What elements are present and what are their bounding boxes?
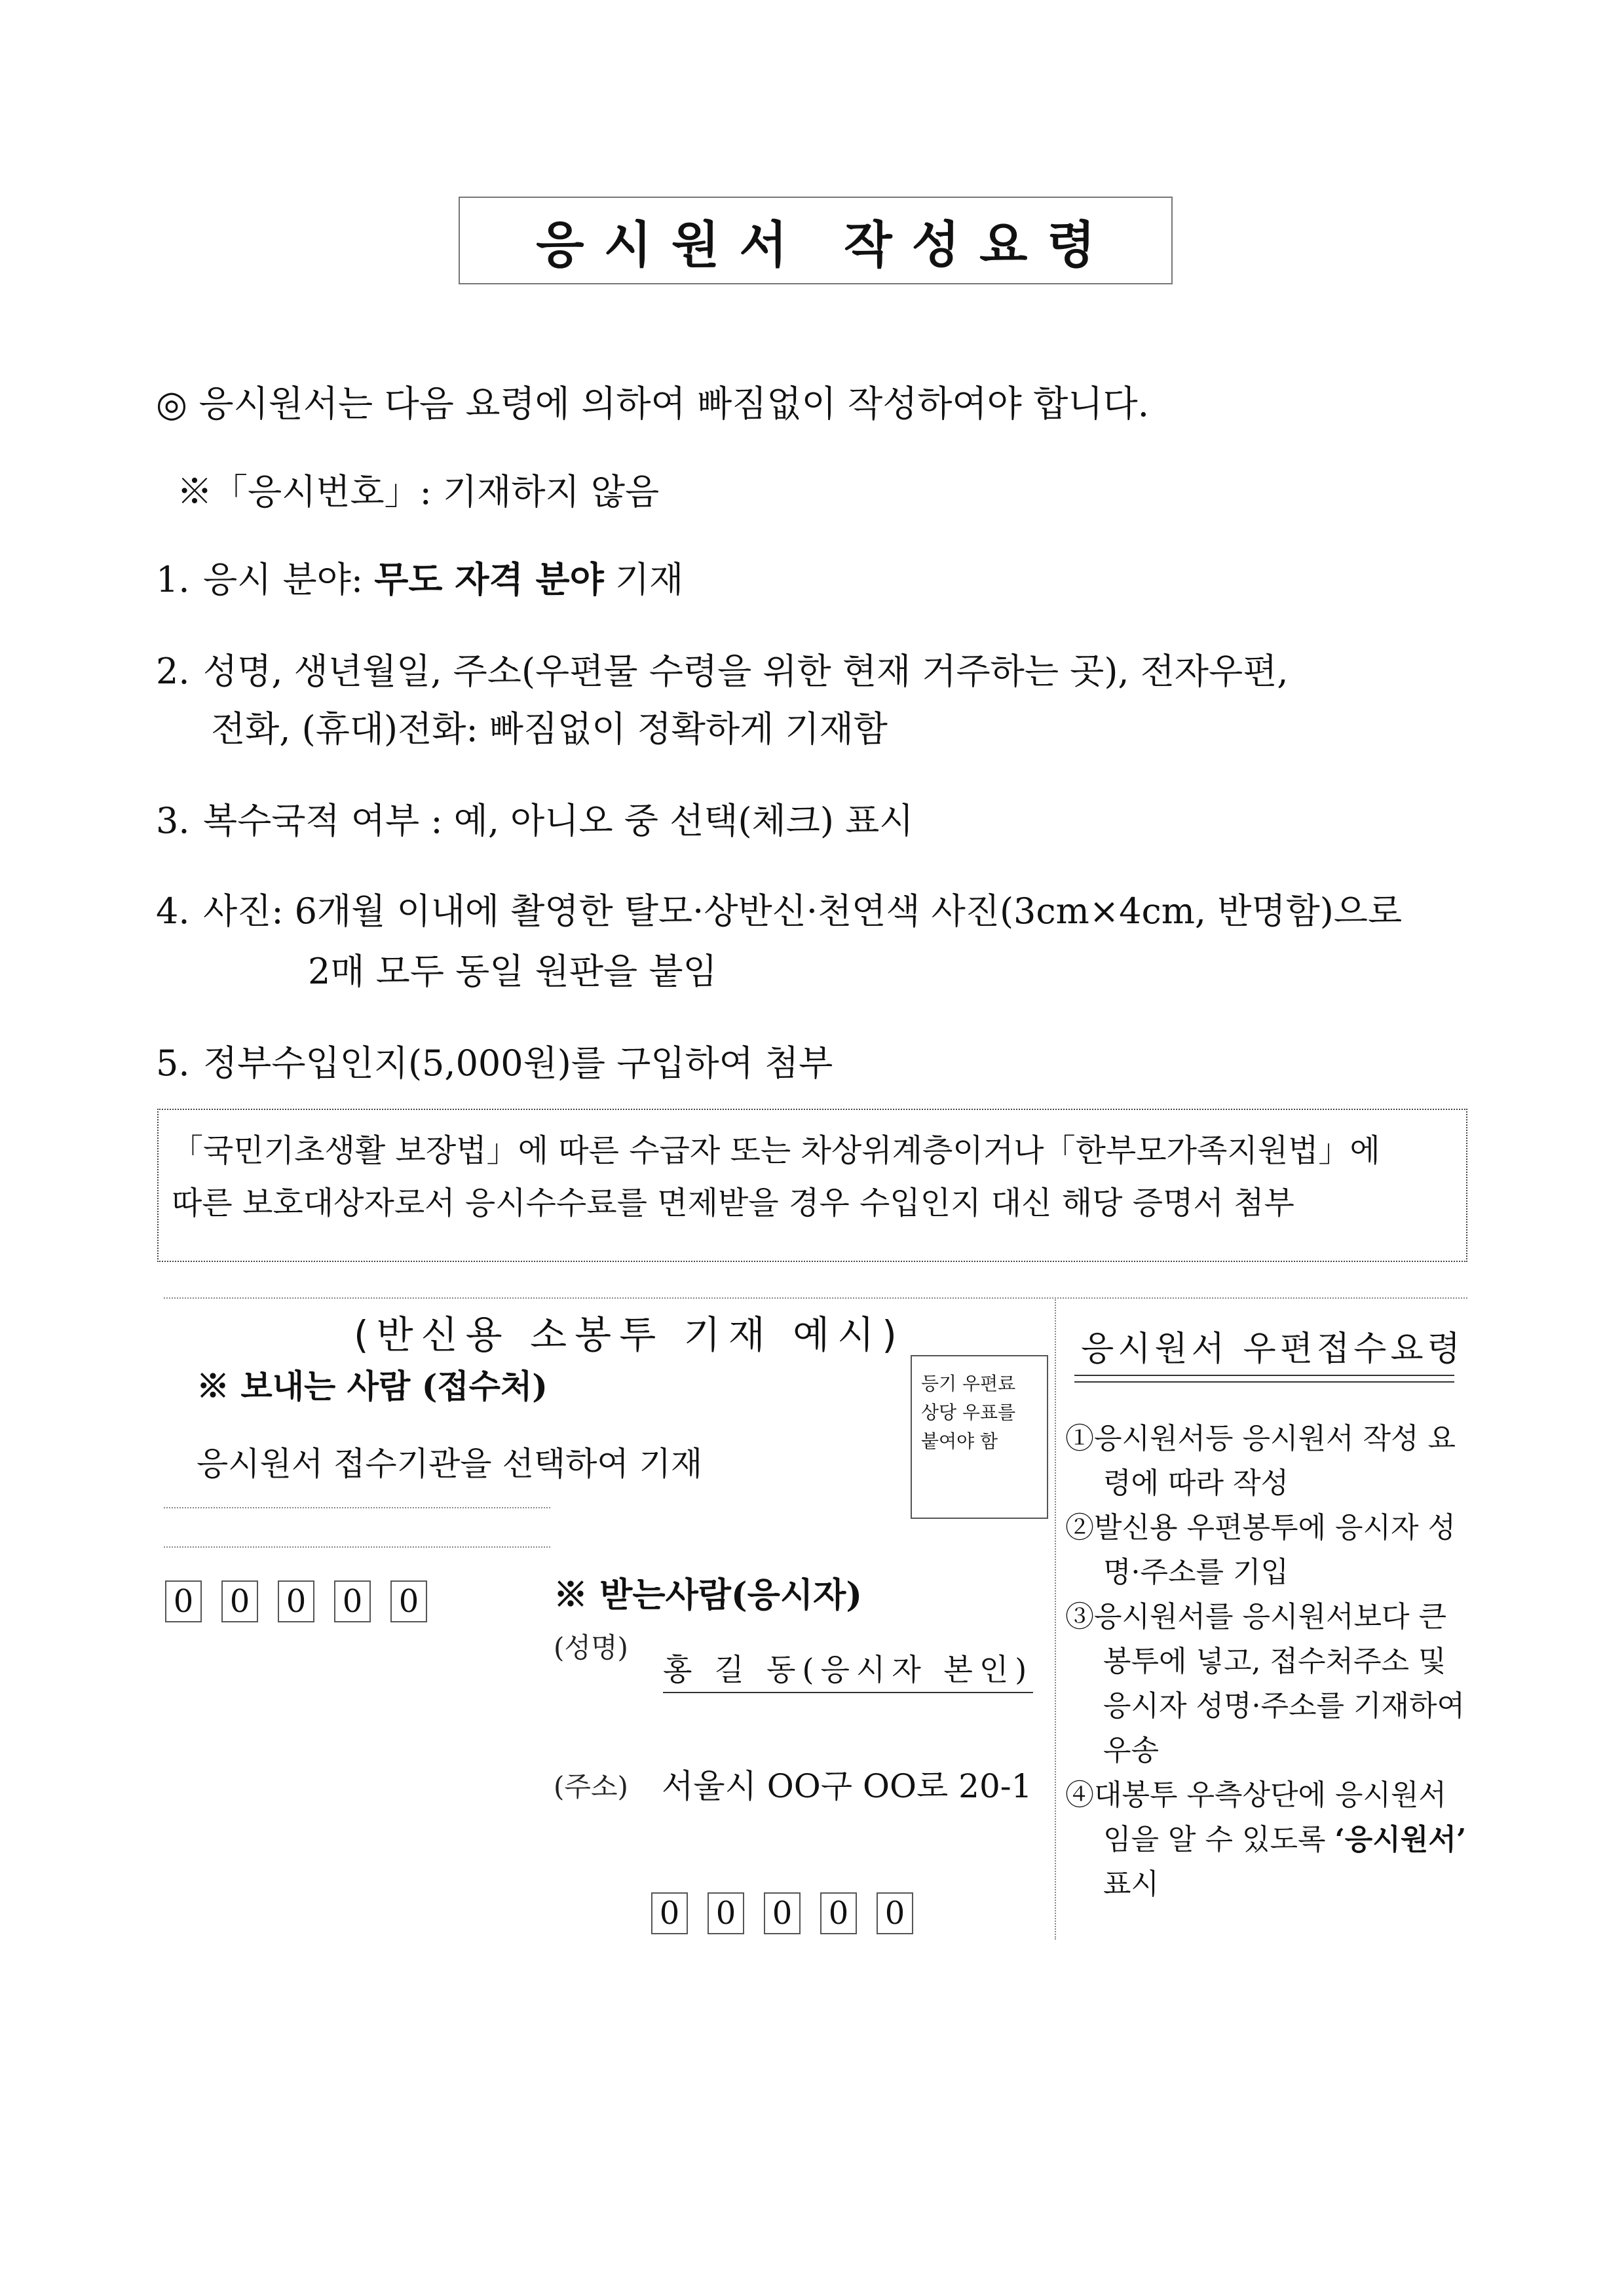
envelope-side-divider bbox=[1055, 1297, 1056, 1940]
postal-digit: 0 bbox=[165, 1580, 202, 1622]
postal-digit: 0 bbox=[764, 1892, 801, 1934]
envelope-top-divider bbox=[164, 1297, 1467, 1299]
postal-digit: 0 bbox=[877, 1892, 913, 1934]
sender-text: 응시원서 접수기관을 선택하여 기재 bbox=[197, 1445, 703, 1483]
postal-digit: 0 bbox=[334, 1580, 371, 1622]
postal-guide-item: ②발신용 우편봉투에 응시자 성명·주소를 기입 bbox=[1065, 1511, 1456, 1589]
postal-digit: 0 bbox=[278, 1580, 314, 1622]
fee-exemption-notice: 「국민기초생활 보장법」에 따른 수급자 또는 차상위계층이거나「한부모가족지원법」에 따른 보호대상자로서 응시수수료를 면제받을 경우 수입인지 대신 해당 증명서 첨부 bbox=[157, 1109, 1467, 1262]
postal-digit: 0 bbox=[221, 1580, 258, 1622]
postal-digit: 0 bbox=[651, 1892, 688, 1934]
lead-instruction: ◎ 응시원서는 다음 요령에 의하여 빠짐없이 작성하여야 합니다. bbox=[156, 383, 1150, 425]
sender-divider bbox=[164, 1507, 550, 1508]
item-1-emphasis: 무도 자격 분야 bbox=[374, 558, 604, 600]
postal-guide-item: ④대봉투 우측상단에 응시원서 임을 알 수 있도록 ‘응시원서’ 표시 bbox=[1065, 1778, 1467, 1901]
recipient-address: 서울시 OO구 OO로 20-1 bbox=[662, 1767, 1032, 1805]
recipient-heading: ※ 받는사람(응시자) bbox=[554, 1575, 862, 1615]
item-3: 3. 복수국적 여부 : 예, 아니오 중 선택(체크) 표시 bbox=[156, 800, 914, 841]
envelope-example-title: (반신용 소봉투 기재 예시) bbox=[354, 1312, 905, 1357]
item-5: 5. 정부수입인지(5,000원)를 구입하여 첨부 bbox=[156, 1043, 833, 1084]
sender-heading: ※ 보내는 사람 (접수처) bbox=[197, 1367, 548, 1406]
postal-digit: 0 bbox=[708, 1892, 744, 1934]
postal-guide-item: ③응시원서를 응시원서보다 큰 봉투에 넣고, 접수처주소 및 응시자 성명·주소를 기재하여 우송 bbox=[1065, 1600, 1465, 1767]
sender-postal-code bbox=[165, 1580, 427, 1622]
postal-digit: 0 bbox=[820, 1892, 857, 1934]
address-label: (주소) bbox=[554, 1770, 628, 1803]
recipient-name: 홍 길 동(응시자 본인) bbox=[663, 1646, 1033, 1693]
postal-digit: 0 bbox=[390, 1580, 427, 1622]
recipient-postal-code bbox=[651, 1892, 913, 1934]
postal-guide-heading: 응시원서 우편접수요령 bbox=[1081, 1330, 1464, 1369]
heading-double-rule bbox=[1074, 1375, 1454, 1383]
item-2: 2. 성명, 생년월일, 주소(우편물 수령을 위한 현재 거주하는 곳), 전자우편, bbox=[156, 651, 1289, 692]
item-4-continued: 2매 모두 동일 원판을 붙임 bbox=[308, 951, 717, 992]
item-4: 4. 사진: 6개월 이내에 촬영한 탈모·상반신·천연색 사진(3cm×4cm, 반명함)으로 bbox=[156, 890, 1403, 932]
page-title: 응시원서 작성요령 bbox=[459, 197, 1173, 284]
item-2-continued: 전화, (휴대)전화: 빠짐없이 정확하게 기재함 bbox=[211, 708, 888, 750]
name-label: (성명) bbox=[554, 1632, 628, 1664]
stamp-placeholder: 등기 우편료 상당 우표를 붙여야 함 bbox=[911, 1355, 1048, 1519]
exam-number-note: ※「응시번호」: 기재하지 않음 bbox=[177, 471, 660, 512]
postal-guide-list bbox=[1065, 1417, 1471, 1907]
postal-guide-item: ①응시원서등 응시원서 작성 요령에 따라 작성 bbox=[1065, 1422, 1456, 1500]
item-1: 1. 응시 분야: 무도 자격 분야 기재 bbox=[156, 558, 684, 600]
sender-divider-lower bbox=[164, 1546, 550, 1548]
